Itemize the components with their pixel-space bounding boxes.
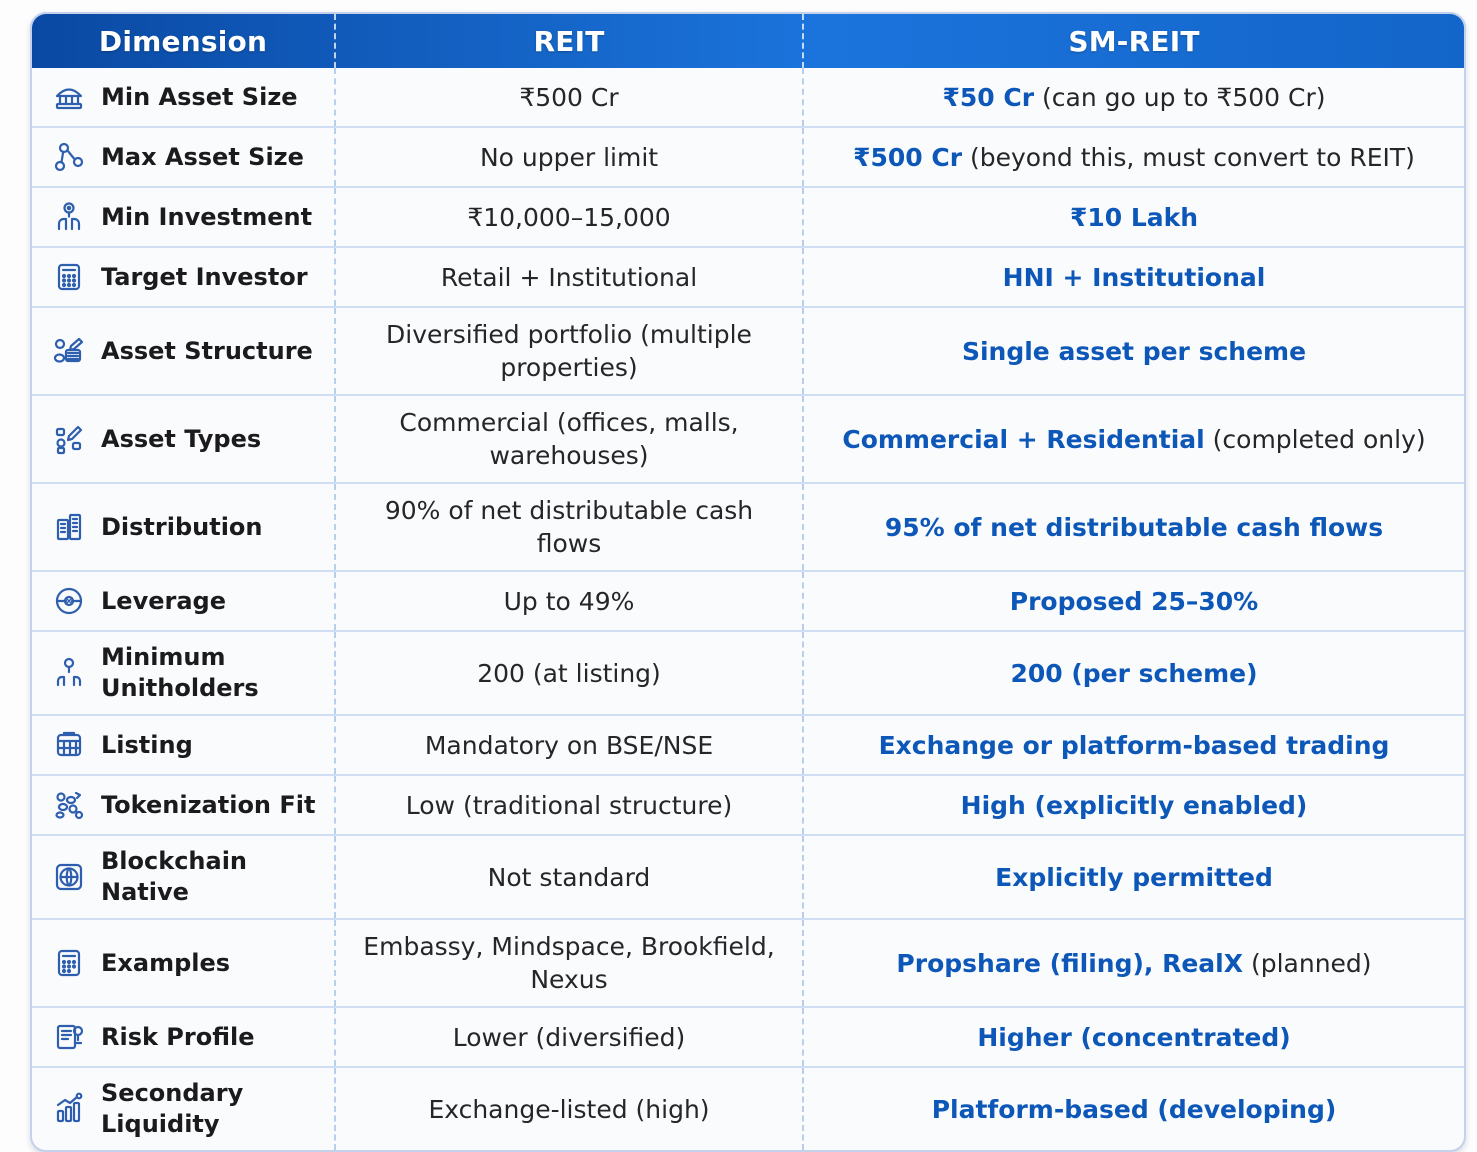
document-stamp-icon bbox=[50, 1018, 88, 1056]
sm-reit-value bbox=[942, 81, 1325, 114]
table-row bbox=[32, 482, 1464, 570]
sm-reit-highlight-text: Commercial + Residential bbox=[842, 424, 1205, 454]
sm-reit-cell bbox=[802, 836, 1464, 918]
sm-reit-value bbox=[853, 141, 1415, 174]
dimension-cell bbox=[32, 572, 334, 630]
reit-cell bbox=[334, 484, 802, 570]
person-pin-icon bbox=[50, 198, 88, 236]
dimension-cell bbox=[32, 1008, 334, 1066]
sm-reit-highlight-text: Platform-based (developing) bbox=[931, 1094, 1337, 1124]
sm-reit-plain-text: (completed only) bbox=[1204, 424, 1426, 454]
sm-reit-highlight-text: 95% of net distributable cash flows bbox=[884, 512, 1384, 542]
sm-reit-cell bbox=[802, 572, 1464, 630]
table-row bbox=[32, 774, 1464, 834]
sm-reit-highlight-text: 200 (per scheme) bbox=[1010, 658, 1258, 688]
dimension-cell bbox=[32, 716, 334, 774]
dimension-label: Tokenization Fit bbox=[101, 790, 316, 819]
dimension-label: Asset Types bbox=[101, 424, 262, 453]
grid-building-icon bbox=[50, 726, 88, 764]
table-header-row bbox=[32, 14, 1464, 68]
shapes-pencil-icon bbox=[50, 420, 88, 458]
table-row bbox=[32, 68, 1464, 126]
sm-reit-cell bbox=[802, 484, 1464, 570]
sm-reit-highlight-text: ₹10 Lakh bbox=[1069, 202, 1199, 232]
reit-value: Retail + Institutional bbox=[440, 262, 698, 292]
dimension-label: Min Investment bbox=[101, 202, 313, 231]
reit-cell bbox=[334, 836, 802, 918]
dimension-cell bbox=[32, 484, 334, 570]
dimension-label: Listing bbox=[101, 730, 193, 759]
sm-reit-cell bbox=[802, 248, 1464, 306]
dimension-label: Asset Structure bbox=[101, 336, 313, 365]
sm-reit-highlight-text: ₹50 Cr bbox=[942, 82, 1035, 112]
table-row bbox=[32, 570, 1464, 630]
sm-reit-cell bbox=[802, 1068, 1464, 1150]
sm-reit-highlight-text: Propshare (filing), RealX bbox=[896, 948, 1244, 978]
reit-cell bbox=[334, 248, 802, 306]
dimension-label: Distribution bbox=[101, 512, 263, 541]
reit-value: Not standard bbox=[487, 862, 651, 892]
sm-reit-plain-text: (can go up to ₹500 Cr) bbox=[1034, 82, 1326, 112]
dimension-cell bbox=[32, 68, 334, 126]
sm-reit-value bbox=[879, 729, 1390, 762]
sm-reit-highlight-text: Higher (concentrated) bbox=[977, 1022, 1291, 1052]
reit-cell bbox=[334, 128, 802, 186]
dimension-cell bbox=[32, 920, 334, 1006]
bar-chart-trend-icon bbox=[50, 1090, 88, 1128]
sm-reit-highlight-text: Proposed 25–30% bbox=[1009, 586, 1259, 616]
table-row bbox=[32, 246, 1464, 306]
dimension-cell bbox=[32, 396, 334, 482]
buildings-icon bbox=[50, 508, 88, 546]
reit-cell bbox=[334, 1008, 802, 1066]
reit-value: 200 (at listing) bbox=[477, 658, 661, 688]
reit-cell bbox=[334, 68, 802, 126]
column-header-dimension: Dimension bbox=[98, 24, 268, 58]
reit-cell bbox=[334, 632, 802, 714]
reit-cell bbox=[334, 308, 802, 394]
sm-reit-cell bbox=[802, 1008, 1464, 1066]
dimension-cell bbox=[32, 308, 334, 394]
table-row bbox=[32, 834, 1464, 918]
sm-reit-plain-text: (planned) bbox=[1243, 948, 1372, 978]
sm-reit-highlight-text: Exchange or platform-based trading bbox=[878, 730, 1390, 760]
sm-reit-highlight-text: HNI + Institutional bbox=[1002, 262, 1266, 292]
sm-reit-value bbox=[1010, 657, 1257, 690]
sm-reit-value bbox=[962, 335, 1306, 368]
person-group-icon bbox=[50, 654, 88, 692]
table-row bbox=[32, 186, 1464, 246]
dimension-cell bbox=[32, 188, 334, 246]
gauge-icon bbox=[50, 582, 88, 620]
dimension-cell bbox=[32, 128, 334, 186]
reit-value: Lower (diversified) bbox=[452, 1022, 686, 1052]
dimension-label: Max Asset Size bbox=[101, 142, 304, 171]
sm-reit-value bbox=[932, 1093, 1337, 1126]
table-row bbox=[32, 1006, 1464, 1066]
comparison-table bbox=[30, 12, 1466, 1152]
sm-reit-cell bbox=[802, 716, 1464, 774]
tokens-cluster-icon bbox=[50, 786, 88, 824]
sm-reit-plain-text: (beyond this, must convert to REIT) bbox=[962, 142, 1415, 172]
sm-reit-value bbox=[995, 861, 1273, 894]
dimension-label: Risk Profile bbox=[101, 1022, 255, 1051]
reit-cell bbox=[334, 1068, 802, 1150]
table-row bbox=[32, 394, 1464, 482]
sm-reit-cell bbox=[802, 308, 1464, 394]
sm-reit-value bbox=[977, 1021, 1290, 1054]
reit-value: Commercial (offices, malls, warehouses) bbox=[399, 408, 739, 470]
sm-reit-cell bbox=[802, 128, 1464, 186]
sm-reit-highlight-text: ₹500 Cr bbox=[853, 142, 963, 172]
dimension-cell bbox=[32, 836, 334, 918]
sm-reit-cell bbox=[802, 68, 1464, 126]
reit-value: Mandatory on BSE/NSE bbox=[424, 730, 714, 760]
network-nodes-icon bbox=[50, 138, 88, 176]
sm-reit-cell bbox=[802, 188, 1464, 246]
sm-reit-value bbox=[1070, 201, 1198, 234]
sm-reit-highlight-text: Single asset per scheme bbox=[961, 336, 1307, 366]
reit-value: Embassy, Mindspace, Brookfield, Nexus bbox=[363, 932, 775, 994]
reit-value: ₹500 Cr bbox=[519, 82, 619, 112]
sm-reit-value bbox=[1010, 585, 1258, 618]
reit-cell bbox=[334, 920, 802, 1006]
column-header-reit: REIT bbox=[334, 14, 802, 68]
dimension-cell bbox=[32, 1068, 334, 1150]
reit-cell bbox=[334, 572, 802, 630]
reit-value: Exchange-listed (high) bbox=[428, 1094, 710, 1124]
sm-reit-value bbox=[1003, 261, 1266, 294]
sm-reit-value bbox=[961, 789, 1308, 822]
table-body bbox=[32, 68, 1464, 1150]
sm-reit-cell bbox=[802, 920, 1464, 1006]
reit-value: ₹10,000–15,000 bbox=[467, 202, 671, 232]
table-row bbox=[32, 306, 1464, 394]
globe-square-icon bbox=[50, 858, 88, 896]
sm-reit-highlight-text: High (explicitly enabled) bbox=[960, 790, 1308, 820]
calculator-grid-icon bbox=[50, 944, 88, 982]
dimension-label: Minimum Unitholders bbox=[101, 643, 259, 702]
table-row bbox=[32, 126, 1464, 186]
sm-reit-value bbox=[842, 423, 1425, 456]
table-row bbox=[32, 918, 1464, 1006]
table-row bbox=[32, 714, 1464, 774]
sm-reit-value bbox=[885, 511, 1383, 544]
reit-value: 90% of net distributable cash flows bbox=[384, 496, 754, 558]
dimension-label: Blockchain Native bbox=[101, 847, 248, 906]
coins-stamp-icon bbox=[50, 332, 88, 370]
table-row bbox=[32, 1066, 1464, 1150]
sm-reit-cell bbox=[802, 632, 1464, 714]
column-header-sm-reit: SM-REIT bbox=[802, 14, 1464, 68]
dimension-cell bbox=[32, 776, 334, 834]
dimension-label: Leverage bbox=[101, 586, 226, 615]
sm-reit-highlight-text: Explicitly permitted bbox=[995, 862, 1273, 892]
reit-cell bbox=[334, 396, 802, 482]
reit-value: Low (traditional structure) bbox=[405, 790, 733, 820]
dimension-label: Min Asset Size bbox=[101, 82, 298, 111]
dimension-cell bbox=[32, 248, 334, 306]
reit-value: Up to 49% bbox=[503, 586, 635, 616]
reit-cell bbox=[334, 716, 802, 774]
dimension-label: Secondary Liquidity bbox=[101, 1079, 244, 1138]
sm-reit-cell bbox=[802, 396, 1464, 482]
reit-value: Diversified portfolio (multiple properties) bbox=[386, 320, 752, 382]
reit-value: No upper limit bbox=[479, 142, 659, 172]
dimension-label: Examples bbox=[101, 948, 231, 977]
reit-cell bbox=[334, 776, 802, 834]
table-row bbox=[32, 630, 1464, 714]
sm-reit-cell bbox=[802, 776, 1464, 834]
dimension-label: Target Investor bbox=[101, 262, 308, 291]
sm-reit-value bbox=[896, 947, 1371, 980]
reit-cell bbox=[334, 188, 802, 246]
bank-icon bbox=[50, 78, 88, 116]
dimension-cell bbox=[32, 632, 334, 714]
calculator-icon bbox=[50, 258, 88, 296]
